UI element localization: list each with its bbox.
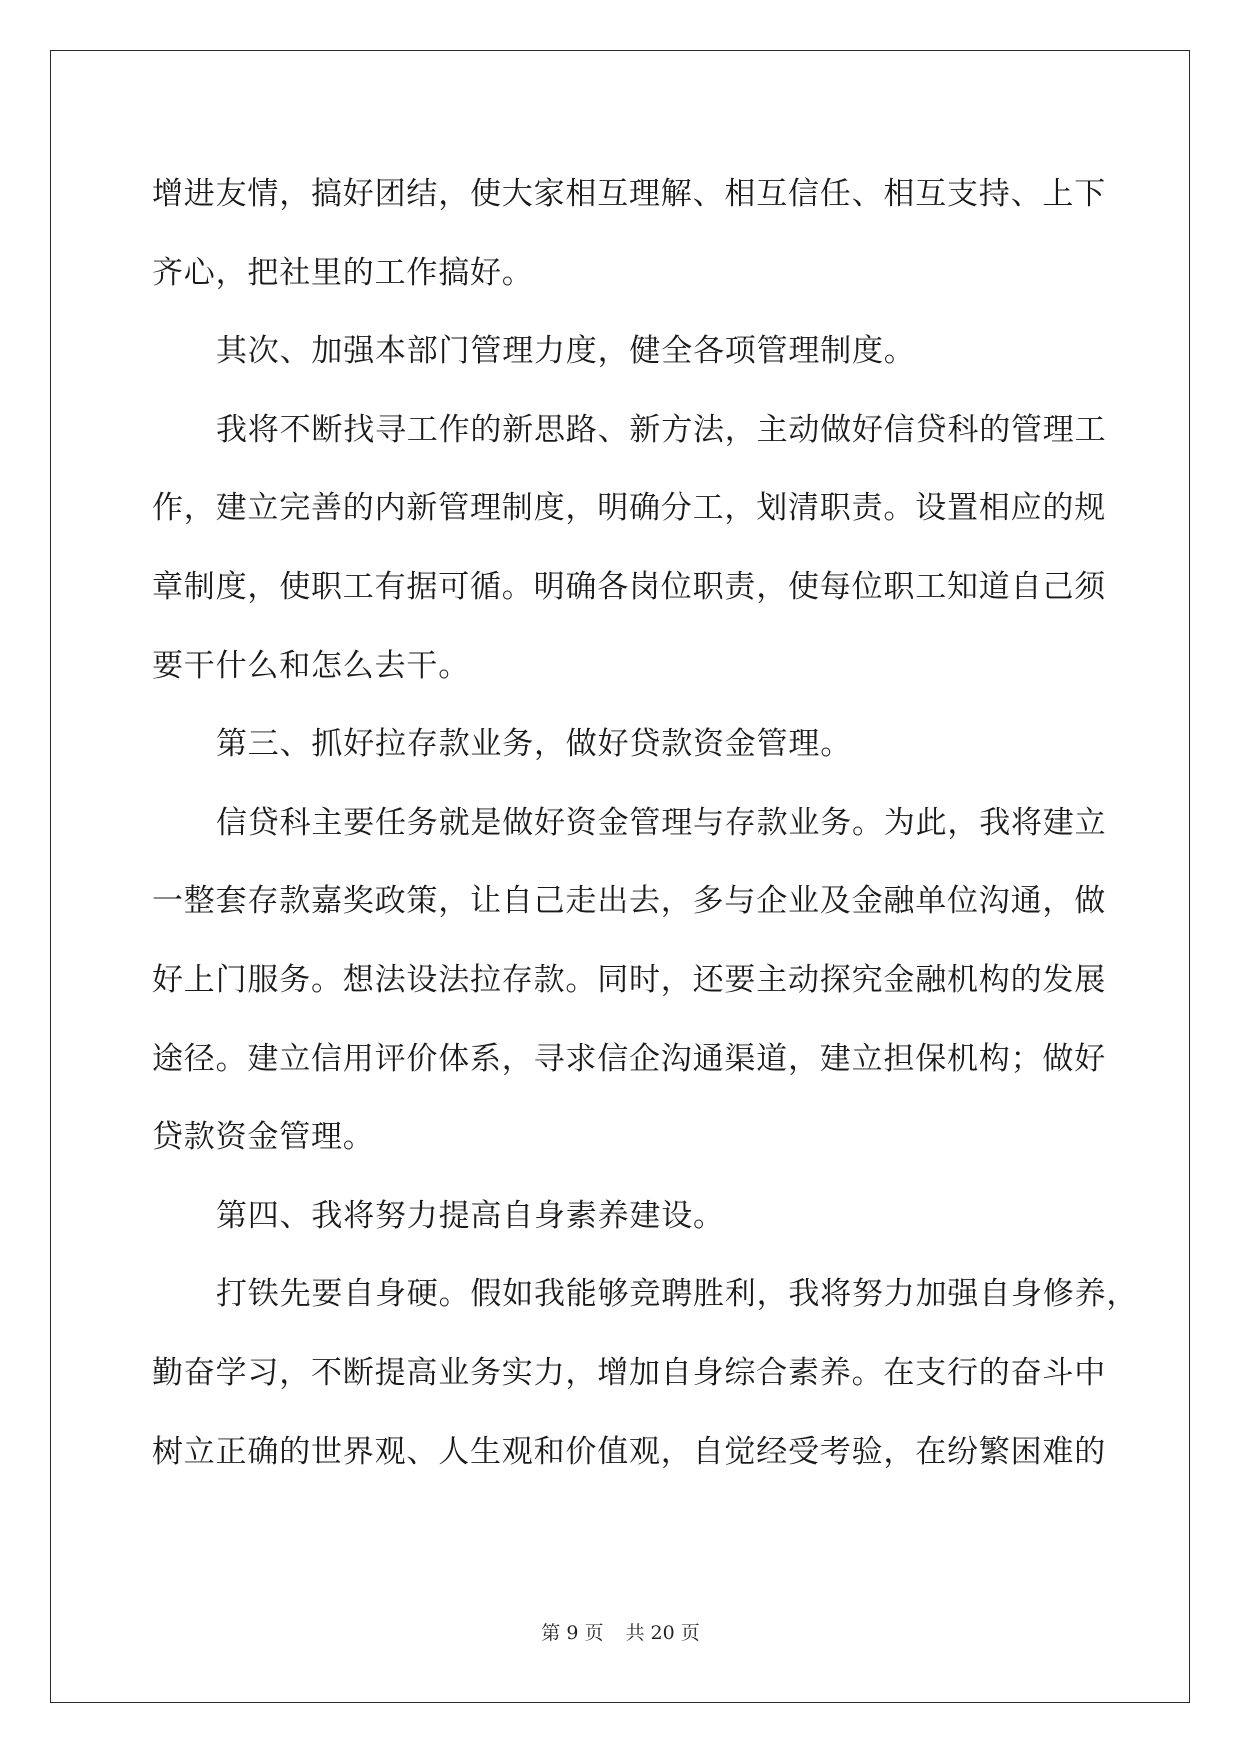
text-line: 贷款资金管理。 [152, 1119, 375, 1156]
paragraph-heading: 第三、抓好拉存款业务，做好贷款资金管理。 [216, 726, 852, 763]
text-line: 信贷科主要任务就是做好资金管理与存款业务。为此，我将建立 [216, 804, 1107, 841]
page-total: 共 20 页 [625, 1622, 700, 1644]
document-body [152, 155, 1139, 1491]
paragraph-heading: 其次、加强本部门管理力度，健全各项管理制度。 [216, 333, 916, 370]
text-line: 增进友情，搞好团结，使大家相互理解、相互信任、相互支持、上下 [152, 176, 1106, 212]
text-line: 我将不断找寻工作的新思路、新方法，主动做好信贷科的管理工 [216, 411, 1107, 448]
text-line: 章制度，使职工有据可循。明确各岗位职责，使每位职工知道自己须 [152, 568, 1106, 605]
text-line: 齐心，把社里的工作搞好。 [152, 254, 534, 291]
text-line: 要干什么和怎么去干。 [152, 647, 470, 684]
page-footer [0, 1618, 1241, 1645]
text-line: 树立正确的世界观、人生观和价值观，自觉经受考验，在纷繁困难的 [152, 1433, 1106, 1470]
text-line: 好上门服务。想法设法拉存款。同时，还要主动探究金融机构的发展 [152, 961, 1106, 998]
text-line: 一整套存款嘉奖政策，让自己走出去，多与企业及金融单位沟通，做 [152, 883, 1106, 920]
text-line: 作，建立完善的内新管理制度，明确分工，划清职责。设置相应的规 [152, 490, 1106, 527]
paragraph-heading: 第四、我将努力提高自身素养建设。 [216, 1197, 725, 1234]
text-line: 勤奋学习，不断提高业务实力，增加自身综合素养。在支行的奋斗中 [152, 1354, 1106, 1391]
page-number: 第 9 页 [541, 1622, 604, 1644]
text-line: 打铁先要自身硬。假如我能够竞聘胜利，我将努力加强自身修养， [216, 1276, 1139, 1313]
text-line: 途径。建立信用评价体系，寻求信企沟通渠道，建立担保机构；做好 [152, 1040, 1106, 1077]
